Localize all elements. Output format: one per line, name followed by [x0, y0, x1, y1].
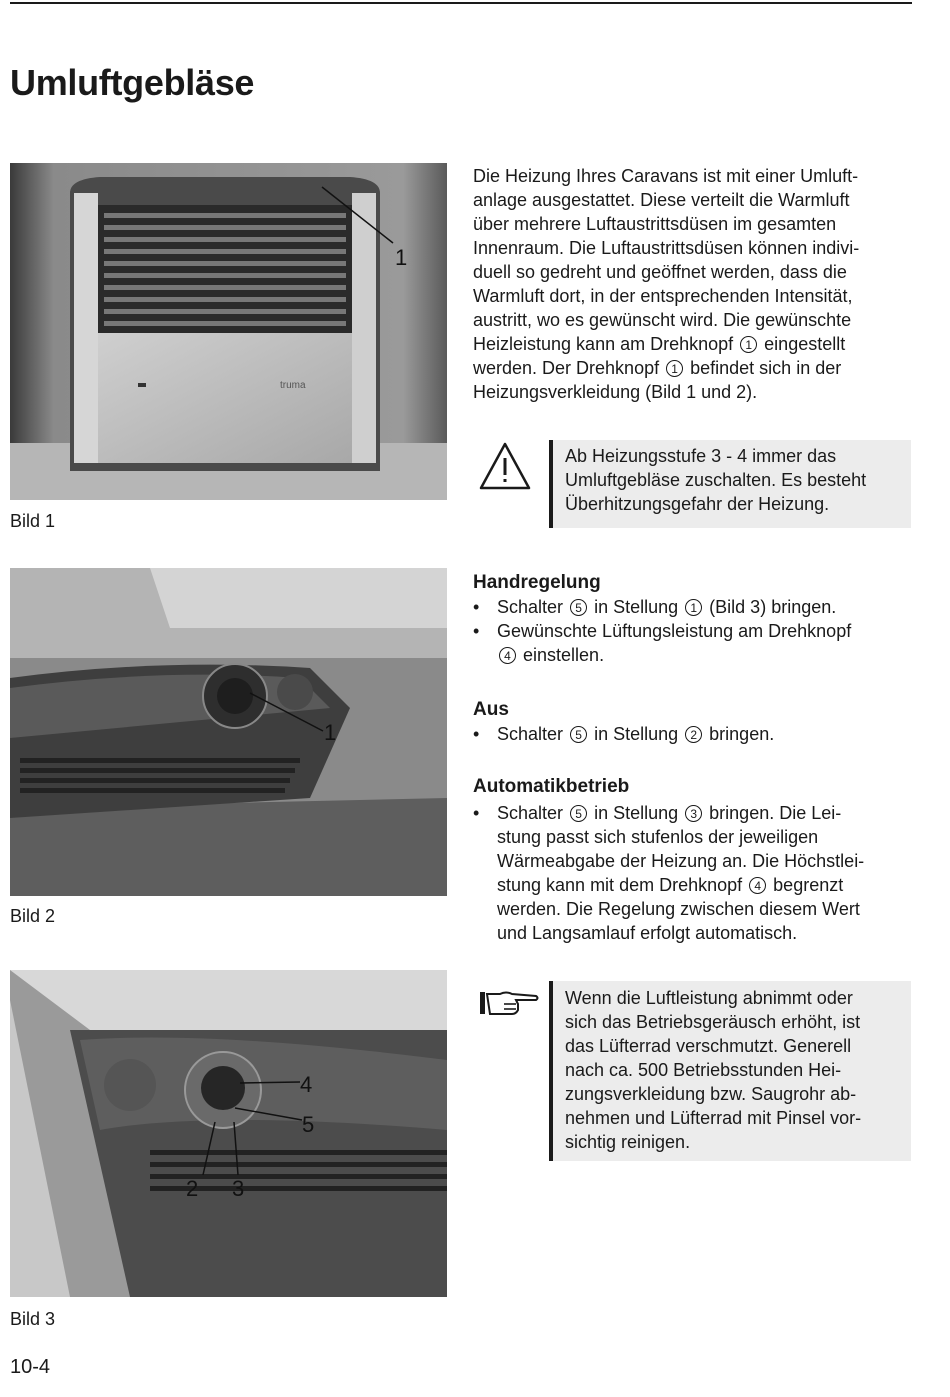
note-line: sich das Betriebsgeräusch erhöht, ist [565, 1012, 861, 1032]
intro-line: Innenraum. Die Luftaustrittsdüsen können indivi- [473, 238, 860, 258]
warning-box [549, 440, 911, 528]
section-heading: Aus [473, 699, 509, 720]
marker-2: 2 [685, 726, 702, 743]
intro-line: Heizleistung kann am Drehknopf 1 eingestellt [473, 334, 846, 354]
note-line: Wenn die Luftleistung abnimmt oder [565, 988, 853, 1008]
intro-line: über mehrere Luftaustrittsdüsen im gesamten [473, 214, 837, 234]
figure-2-photo [10, 568, 447, 896]
handregelung-section [473, 571, 913, 667]
control-knob-photo [10, 970, 447, 1297]
callout-1: 1 [395, 245, 408, 270]
pointing-hand-icon [478, 988, 540, 1018]
intro-line: Die Heizung Ihres Caravans ist mit einer Umluft- [473, 166, 859, 186]
marker-4: 4 [749, 877, 766, 894]
bullet-item: • Schalter 5 in Stellung 2 bringen. [473, 722, 913, 746]
callout-3: 3 [232, 1176, 245, 1201]
bullet-item: • Schalter 5 in Stellung 3 bringen. Die Lei- stung passt sich stufenlos der jeweiligen Wärmeabgabe der Heizung an. Die Höchstlei- stung kann mit dem Drehknopf 4 begrenzt werden. Die Regelung zwischen diesem Wert und Langsamlauf erfolgt automatisch. [473, 801, 913, 945]
callout-1: 1 [324, 720, 337, 745]
intro-line: werden. Der Drehknopf 1 befindet sich in der [473, 358, 842, 378]
figure-1-photo [10, 163, 447, 500]
figure-1-caption: Bild 1 [10, 511, 56, 531]
intro-line: duell so gedreht und geöffnet werden, dass die [473, 262, 847, 282]
marker-5: 5 [570, 805, 587, 822]
top-rule [10, 2, 912, 4]
intro-paragraph [473, 164, 913, 404]
note-line: sichtig reinigen. [565, 1132, 691, 1152]
note-line: das Lüfterrad verschmutzt. Generell [565, 1036, 852, 1056]
figure-3-caption: Bild 3 [10, 1309, 56, 1329]
warning-triangle-icon [478, 441, 532, 491]
intro-line: anlage ausgestattet. Diese verteilt die Warmluft [473, 190, 850, 210]
marker-1: 1 [685, 599, 702, 616]
page-number: 10-4 [10, 1356, 51, 1378]
heater-photo [10, 163, 447, 500]
warning-line: Umluftgebläse zuschalten. Es besteht [565, 470, 867, 490]
marker-1: 1 [740, 336, 757, 353]
intro-line: Warmluft dort, in der entsprechenden Intensität, [473, 286, 853, 306]
bullet-item: • Gewünschte Lüftungsleistung am Drehknopf 4 einstellen. [473, 619, 913, 667]
callout-5: 5 [302, 1112, 315, 1137]
page-title: Umluftgebläse [10, 62, 255, 103]
brand-logo: truma [280, 380, 306, 391]
marker-5: 5 [570, 726, 587, 743]
marker-5: 5 [570, 599, 587, 616]
note-box [549, 981, 911, 1161]
automatik-section [473, 775, 913, 945]
warning-line: Überhitzungsgefahr der Heizung. [565, 494, 830, 514]
intro-line: Heizungsverkleidung (Bild 1 und 2). [473, 382, 758, 402]
control-panel-photo [10, 568, 447, 896]
warning-line: Ab Heizungsstufe 3 - 4 immer das [565, 446, 837, 466]
callout-2: 2 [186, 1176, 199, 1201]
section-heading: Automatikbetrieb [473, 776, 630, 797]
marker-3: 3 [685, 805, 702, 822]
aus-section [473, 698, 913, 746]
note-line: nach ca. 500 Betriebsstunden Hei- [565, 1060, 842, 1080]
callout-4: 4 [300, 1072, 313, 1097]
figure-2-caption: Bild 2 [10, 906, 56, 926]
section-heading: Handregelung [473, 572, 601, 593]
note-line: nehmen und Lüfterrad mit Pinsel vor- [565, 1108, 862, 1128]
figure-3-photo [10, 970, 447, 1297]
intro-line: austritt, wo es gewünscht wird. Die gewünschte [473, 310, 852, 330]
marker-4: 4 [499, 647, 516, 664]
bullet-item: • Schalter 5 in Stellung 1 (Bild 3) bringen. [473, 595, 913, 619]
marker-1: 1 [666, 360, 683, 377]
note-line: zungsverkleidung bzw. Saugrohr ab- [565, 1084, 857, 1104]
